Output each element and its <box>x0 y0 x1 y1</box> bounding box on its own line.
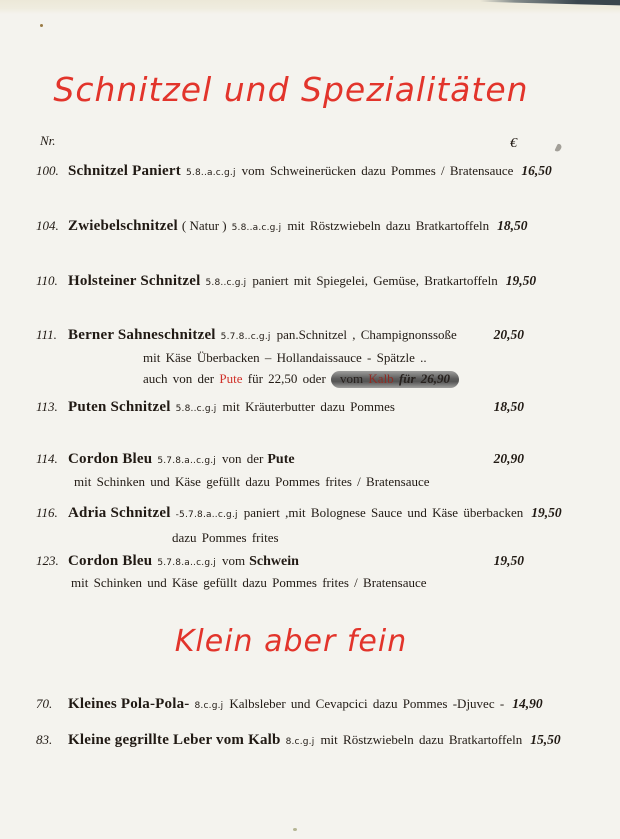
item-description: von der <box>222 451 264 466</box>
item-number: 114. <box>36 451 58 466</box>
item-description-line3 <box>143 371 459 388</box>
paper-speck <box>40 24 43 27</box>
item-price: 15,50 <box>530 732 561 747</box>
item-name: Schnitzel Paniert <box>68 163 181 179</box>
item-name: Zwiebelschnitzel <box>68 218 178 234</box>
menu-item-110 <box>36 273 537 290</box>
allergen-codes: 5.7.8..c.g.j <box>220 332 271 342</box>
menu-item-104 <box>36 218 528 235</box>
item-number: 116. <box>36 505 58 520</box>
allergen-codes: 8.c.g.j <box>194 701 224 711</box>
item-price: 19,50 <box>531 505 562 520</box>
menu-item-111 <box>36 327 524 344</box>
allergen-codes: 5.8..a.c.g.j <box>231 223 282 233</box>
item-description: paniert ,mit Bolognese Sauce und Käse überbacken <box>243 505 524 520</box>
menu-item-100 <box>36 163 552 180</box>
paper-speck <box>293 828 297 831</box>
allergen-codes: 5.7.8.a..c.g.j <box>157 558 216 568</box>
allergen-codes: 5.8..c.g.j <box>205 278 247 288</box>
item-name: Kleine gegrillte Leber vom Kalb <box>68 732 281 748</box>
allergen-codes: -5.7.8.a..c.g.j <box>175 510 238 520</box>
item-number: 113. <box>36 399 58 414</box>
item-description: mit Röstzwiebeln dazu Bratkartoffeln <box>287 218 490 233</box>
allergen-codes: 8.c.g.j <box>285 737 315 747</box>
menu-item-123 <box>36 553 524 570</box>
allergen-codes: 5.8..c.g.j <box>175 404 217 414</box>
struck-text: vom <box>340 371 369 386</box>
struck-text-kalb: Kalb <box>368 371 394 386</box>
struck-text-price: für 26,90 <box>393 371 451 386</box>
item-name: Holsteiner Schnitzel <box>68 273 201 289</box>
column-header-euro: € <box>510 136 517 151</box>
item-description: mit Kräuterbutter dazu Pommes <box>222 399 395 414</box>
item-price: 18,50 <box>497 218 528 233</box>
menu-item-83 <box>36 732 561 749</box>
menu-item-116 <box>36 505 562 522</box>
item-number: 83. <box>36 732 53 747</box>
item-price: 14,90 <box>512 696 543 711</box>
item-price: 19,50 <box>505 273 537 288</box>
menu-item-70 <box>36 696 543 713</box>
item-number: 104. <box>36 218 59 233</box>
item-description: pan.Schnitzel , Champignonssoße <box>276 327 457 342</box>
item-description-line2: dazu Pommes frites <box>172 530 279 545</box>
item-name: Berner Sahneschnitzel <box>68 327 216 343</box>
item-description: paniert mit Spiegelei, Gemüse, Bratkartoffeln <box>252 273 498 288</box>
item-number: 110. <box>36 273 58 288</box>
item-description: mit Röstzwiebeln dazu Bratkartoffeln <box>320 732 523 747</box>
section-title-klein-aber-fein: Klein aber fein <box>174 624 408 659</box>
item-price: 18,50 <box>493 399 524 414</box>
menu-item-114 <box>36 451 524 468</box>
item-description-line2: mit Käse Überbacken – Hollandaissauce - Spätzle .. <box>143 350 427 365</box>
line3-text: auch von der <box>143 371 220 386</box>
item-price: 20,90 <box>493 451 524 466</box>
item-description-bold: Schwein <box>249 554 299 569</box>
line3-text: für 22,50 oder <box>242 371 332 386</box>
item-description-bold: Pute <box>267 452 295 467</box>
item-description: Kalbsleber und Cevapcici dazu Pommes -Djuvec - <box>229 696 505 711</box>
item-number: 111. <box>36 327 57 342</box>
paper-speck <box>555 143 563 152</box>
item-name: Kleines Pola-Pola- <box>68 696 190 712</box>
item-description: vom <box>222 553 246 568</box>
item-number: 100. <box>36 163 59 178</box>
item-name: Cordon Bleu <box>68 553 153 569</box>
item-number: 70. <box>36 696 53 711</box>
item-price: 16,50 <box>521 163 552 178</box>
item-number: 123. <box>36 553 59 568</box>
item-name: Adria Schnitzel <box>68 505 171 521</box>
item-name: Cordon Bleu <box>68 451 153 467</box>
item-name: Puten Schnitzel <box>68 399 171 415</box>
item-description-line2: mit Schinken und Käse gefüllt dazu Pommes frites / Bratensauce <box>71 575 427 590</box>
strikethrough-marker <box>331 371 459 388</box>
line3-highlight-pute: Pute <box>219 371 243 386</box>
item-description-line2: mit Schinken und Käse gefüllt dazu Pommes frites / Bratensauce <box>74 474 430 489</box>
menu-item-113 <box>36 399 524 416</box>
section-title-schnitzel: Schnitzel und Spezialitäten <box>53 70 529 109</box>
allergen-codes: 5.7.8.a..c.g.j <box>157 456 216 466</box>
item-price: 19,50 <box>493 553 524 568</box>
column-header-nr: Nr. <box>40 133 56 148</box>
item-price: 20,50 <box>493 327 524 342</box>
item-name-suffix: ( Natur ) <box>181 218 227 233</box>
item-description: vom Schweinerücken dazu Pommes / Bratensauce <box>241 163 514 178</box>
allergen-codes: 5.8..a.c.g.j <box>185 168 236 178</box>
